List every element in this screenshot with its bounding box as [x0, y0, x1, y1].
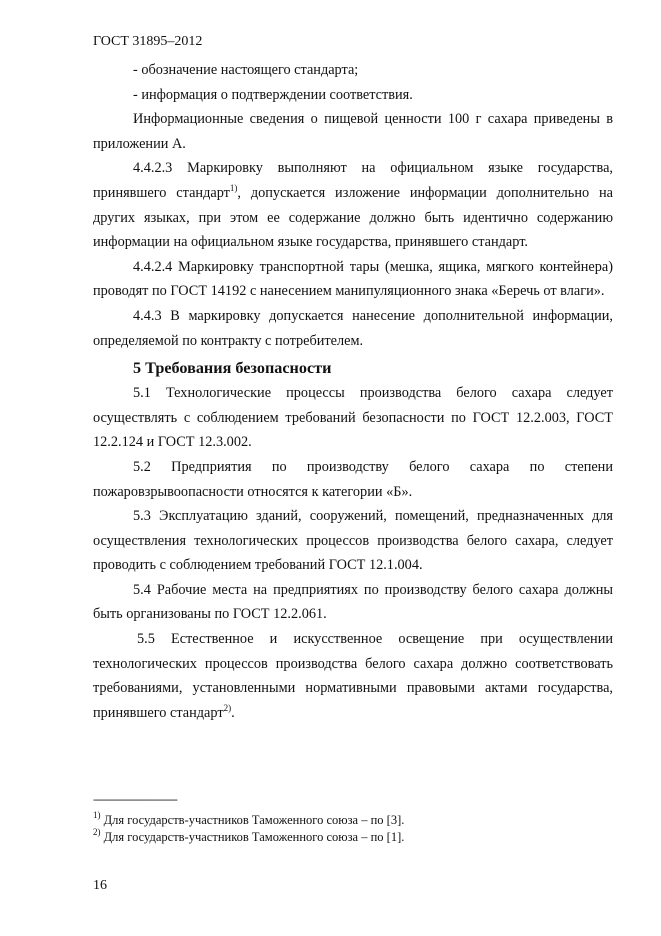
paragraph-4-4-2-4: 4.4.2.4 Маркировку транспортной тары (мешка, ящика, мягкого контейнера) проводят по ГОСТ 14192 с нанесением манипуляционного знака «Беречь от влаги».: [93, 258, 613, 300]
paragraph-5-5: [93, 627, 613, 725]
paragraph-5-5-end: .: [231, 704, 235, 721]
footnote-1-text: Для государств-участников Таможенного союза – по [3].: [100, 813, 405, 827]
page-header: ГОСТ 31895–2012: [93, 34, 203, 49]
page-body: [93, 58, 613, 725]
paragraph-5-4: 5.4 Рабочие места на предприятиях по производству белого сахара должны быть организованы по ГОСТ 12.2.061.: [93, 581, 613, 623]
footnote-2-mark: 2): [93, 827, 101, 837]
paragraph-5-5-text: 5.5 Естественное и искусственное освещение при осуществлении технологических процессов производства белого сахара должно соответствовать требованиями, установленными нормативными правовыми актами государства, принявшего стандарт: [93, 631, 613, 721]
paragraph-5-1: 5.1 Технологические процессы производства белого сахара следует осуществлять с соблюдением требований безопасности по ГОСТ 12.2.003, ГОСТ 12.2.124 и ГОСТ 12.3.002.: [93, 385, 613, 451]
footnote-1: [93, 812, 404, 829]
section-title: 5 Требования безопасности: [133, 359, 332, 378]
footnote-2-text: Для государств-участников Таможенного союза – по [1].: [100, 830, 405, 844]
list-item-designation: - обозначение настоящего стандарта;: [133, 62, 359, 78]
list-item-conformity: - информация о подтверждении соответствия.: [133, 86, 413, 103]
paragraph-nutrition-info: Информационные сведения о пищевой ценности 100 г сахара приведены в приложении А.: [93, 111, 613, 152]
footnotes: [93, 812, 404, 846]
paragraph-5-3: 5.3 Эксплуатацию зданий, сооружений, помещений, предназначенных для осуществления технологических процессов производства белого сахара, следует проводить с соблюдением требований ГОСТ 12.1.004.: [93, 508, 613, 574]
paragraph-5-2: 5.2 Предприятия по производству белого сахара по степени пожаровзрывоопасности относятся к категории «Б».: [93, 458, 613, 500]
footnote-ref-2: 2): [223, 702, 232, 713]
footnote-ref-1: 1): [229, 182, 238, 193]
footnote-separator: ----------------------------: [93, 792, 177, 806]
paragraph-4-4-2-3-start: 4.4.2.3 Маркировку выполняют на официальном языке государства, принявшего стандарт: [93, 160, 613, 201]
footnote-2: [93, 829, 404, 846]
footnote-1-mark: 1): [93, 810, 101, 820]
paragraph-4-4-3: 4.4.3 В маркировку допускается нанесение дополнительной информации, определяемой по контракту с потребителем.: [93, 307, 613, 349]
paragraph-4-4-2-3-rest: , допускается изложение информации дополнительно на других языках, при этом ее содержание должно быть идентично содержанию информации на официальном языке государства, принявшего стандарт.: [93, 184, 613, 251]
page-number: 16: [93, 878, 107, 893]
paragraph-4-4-2-3: [93, 156, 613, 254]
